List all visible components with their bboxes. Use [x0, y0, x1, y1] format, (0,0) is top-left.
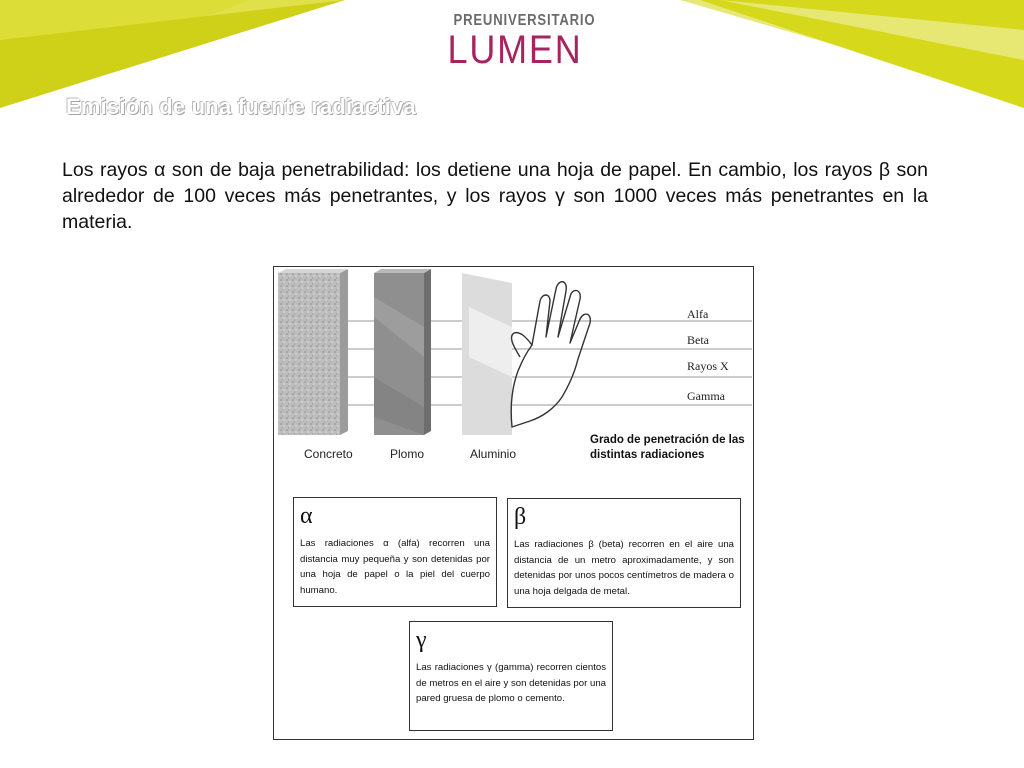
beta-card [507, 498, 741, 608]
alpha-card [293, 497, 497, 607]
logo-main-text: LUMEN [447, 28, 583, 72]
slide-title: Emisión de una fuente radiactiva [66, 94, 416, 119]
logo-top-text: PREUNIVERSITARIO [453, 12, 596, 29]
lead-block [374, 269, 431, 435]
figure-caption: Grado de penetración de las distintas radiaciones [590, 434, 745, 461]
gamma-description: Las radiaciones γ (gamma) recorren cientos de metros en el aire y son detenidas por una pared gruesa de plomo o cemento. [416, 662, 606, 704]
material-label-aluminium: Aluminio [470, 447, 517, 461]
brand-logo [440, 6, 596, 78]
intro-paragraph: Los rayos α son de baja penetrabilidad: los detiene una hoja de papel. En cambio, los rayos β son alrededor de 100 veces más penetrantes, y los rayos γ son 1000 veces más penetrantes en la materia. [62, 159, 928, 233]
penetration-figure [273, 266, 754, 740]
alpha-description: Las radiaciones α (alfa) recorren una distancia muy pequeña y son detenidas por una hoja de papel o la piel del cuerpo humano. [300, 538, 490, 596]
ray-label-gamma: Gamma [687, 389, 725, 403]
ray-label-xray: Rayos X [687, 359, 729, 373]
material-label-concrete: Concreto [304, 447, 353, 461]
beta-description: Las radiaciones β (beta) recorren en el aire una distancia de un metro aproximadamente, y son detenidas por unos pocos centímetros de madera o una hoja delgada de metal. [514, 539, 734, 597]
concrete-block [278, 269, 348, 435]
material-label-lead: Plomo [390, 447, 425, 461]
aluminium-sheet [462, 273, 512, 435]
ray-label-alpha: Alfa [687, 307, 709, 321]
gamma-card [409, 621, 613, 731]
gamma-symbol: γ [416, 627, 427, 653]
ray-label-beta: Beta [687, 333, 709, 347]
beta-symbol: β [514, 504, 527, 530]
alpha-symbol: α [300, 503, 313, 529]
